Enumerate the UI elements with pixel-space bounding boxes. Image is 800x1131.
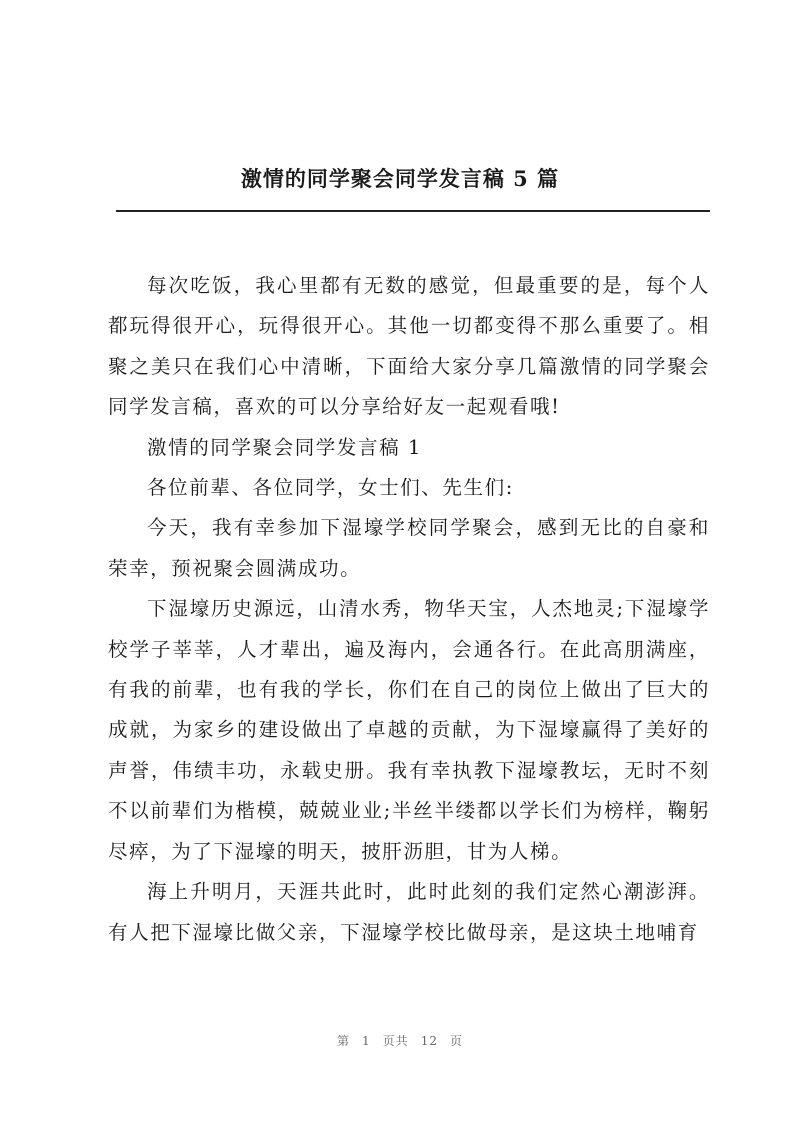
intro-paragraph: 每次吃饭，我心里都有无数的感觉，但最重要的是，每个人都玩得很开心，玩得很开心。其他一切都变得不那么重要了。相聚之美只在我们心中清晰，下面给大家分享几篇激情的同学聚会同学发言稿，喜欢的可以分享给好友一起观看哦! xyxy=(108,274,710,419)
body-paragraph: 下湿壕历史源远，山清水秀，物华天宝，人杰地灵;下湿壕学校学子莘莘，人才辈出，遍及海内，会通各行。在此高朋满座，有我的前辈，也有我的学长，你们在自己的岗位上做出了巨大的成就，为家乡的建设做出了卓越的贡献，为下湿壕赢得了美好的声誉，伟绩丰功，永载史册。我有幸执教下湿壕教坛，无时不刻不以前辈们为楷模，兢兢业业;半丝半缕都以学长们为榜样，鞠躬尽瘁，为了下湿壕的明天，披肝沥胆，甘为人梯。 xyxy=(108,597,710,863)
document-title: 激情的同学聚会同学发言稿 5 篇 xyxy=(240,166,560,191)
body-paragraph: 今天，我有幸参加下湿壕学校同学聚会，感到无比的自豪和荣幸，预祝聚会圆满成功。 xyxy=(108,516,710,580)
page-label-mid: 页共 xyxy=(382,1034,409,1048)
section-heading: 激情的同学聚会同学发言稿 1 xyxy=(147,435,423,459)
page-label-suffix: 页 xyxy=(449,1034,463,1048)
page-footer xyxy=(0,1032,800,1049)
page-label-prefix: 第 xyxy=(337,1034,351,1048)
total-pages: 12 xyxy=(420,1034,438,1048)
salutation-paragraph: 各位前辈、各位同学，女士们、先生们: xyxy=(147,476,514,500)
body-paragraph: 海上升明月，天涯共此时，此时此刻的我们定然心潮澎湃。有人把下湿壕比做父亲，下湿壕学校比做母亲，是这块土地哺育 xyxy=(108,880,710,944)
document-body xyxy=(108,266,710,953)
title-divider xyxy=(116,210,710,212)
page-number: 1 xyxy=(362,1034,371,1048)
